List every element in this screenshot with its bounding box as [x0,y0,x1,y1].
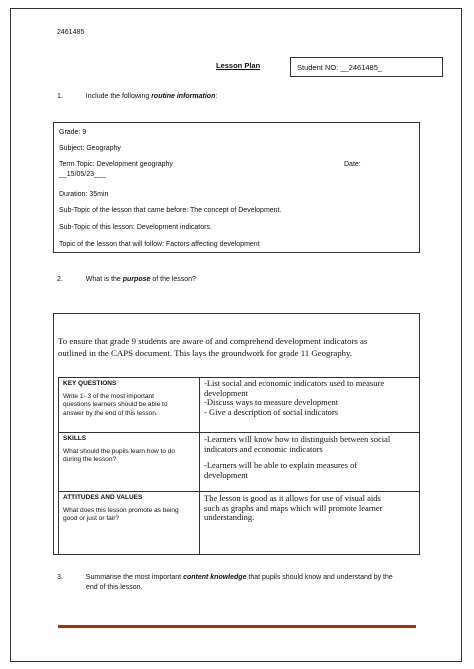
key-questions-heading: KEY QUESTIONS [63,380,117,387]
question-3 [57,574,393,581]
student-number: Student NO: __2461485_ [297,63,383,72]
key-questions-answer-line: -Discuss ways to measure development [204,397,339,407]
term-topic-field: Term Topic: Development geography [59,161,173,168]
question-2-emphasis: purpose [122,276,151,283]
purpose-text-line-1: To ensure that grade 9 students are aware of and comprehend development indicators as [58,336,368,346]
student-number-box [290,57,443,77]
question-3-line-2: end of this lesson. [86,584,143,591]
grade-field: Grade: 9 [59,129,87,136]
question-1-prefix: Include the following [85,93,152,100]
question-2-suffix: of the lesson? [150,276,196,283]
key-questions-cell [63,380,193,418]
question-3-prefix: Summarise the most important [85,574,184,581]
key-questions-answer [204,379,416,417]
skills-heading: SKILLS [63,435,87,442]
subject-field: Subject: Geography [59,145,121,152]
attitudes-answer-line: understanding. [204,512,255,522]
question-1 [57,93,217,100]
question-3-emphasis: content knowledge [183,574,247,581]
question-1-suffix: : [215,93,218,100]
routine-info-box [53,122,420,253]
question-2-number: 2. [57,276,63,283]
key-questions-instruction-1: Write 1- 3 of the most important [63,392,154,400]
skills-answer-line: -Learners will know how to distinguish between social [204,434,391,444]
key-questions-answer-line: -List social and economic indicators used to measure [204,378,385,388]
attitudes-answer-line: such as graphs and maps which will promote learner [204,502,383,513]
skills-instruction-2: during the lesson? [63,456,117,463]
purpose-text-line-2: outlined in the CAPS document. This lays the groundwork for grade 11 Geography. [58,348,353,358]
question-3-number: 3. [57,574,63,581]
previous-subtopic-field: Sub-Topic of the lesson that came before: The concept of Development. [59,207,282,214]
document-id: 2461485 [57,29,85,36]
question-3-suffix: that pupils should know and understand by the [246,574,393,581]
skills-answer-line: indicators and economic indicators [204,443,323,454]
question-2-prefix: What is the [85,276,123,283]
page-title: Lesson Plan [216,61,261,70]
question-2 [57,276,196,283]
skills-answer [204,435,416,480]
key-questions-answer-line: development [204,387,248,398]
key-questions-instruction-2: questions learners should be able to [63,401,168,408]
key-questions-answer-line: - Give a description of social indicators [204,406,339,417]
current-subtopic-field: Sub-Topic of this lesson: Development indicators. [59,224,212,231]
attitudes-answer-line: The lesson is good as it allows for use of visual aids [204,493,381,503]
attitudes-cell [63,494,193,524]
table-column-divider [199,378,200,554]
next-topic-field: Topic of the lesson that will follow: Factors affecting development [59,241,260,248]
date-value: __15/05/23___ [59,171,106,178]
skills-answer-line: -Learners will be able to explain measures of [204,460,358,470]
attitudes-answer [204,494,416,523]
question-1-emphasis: routine information [151,93,216,100]
lesson-details-table [58,377,420,555]
attitudes-heading: ATTITUDES AND VALUES [63,494,143,501]
table-row-divider [59,491,419,492]
skills-cell [63,435,193,465]
skills-instruction-1: What should the pupils learn how to do [63,447,176,455]
key-questions-instruction-3: answer by the end of this lesson. [63,409,158,417]
duration-field: Duration: 35min [59,191,109,198]
table-row-divider [59,432,419,433]
footer-rule [58,625,416,628]
date-label: Date: [344,161,361,168]
attitudes-instruction-2: good or just or fair? [63,515,120,522]
skills-answer-line: development [204,469,248,480]
question-1-number: 1. [57,93,63,100]
attitudes-instruction-1: What does this lesson promote as being [63,506,179,514]
